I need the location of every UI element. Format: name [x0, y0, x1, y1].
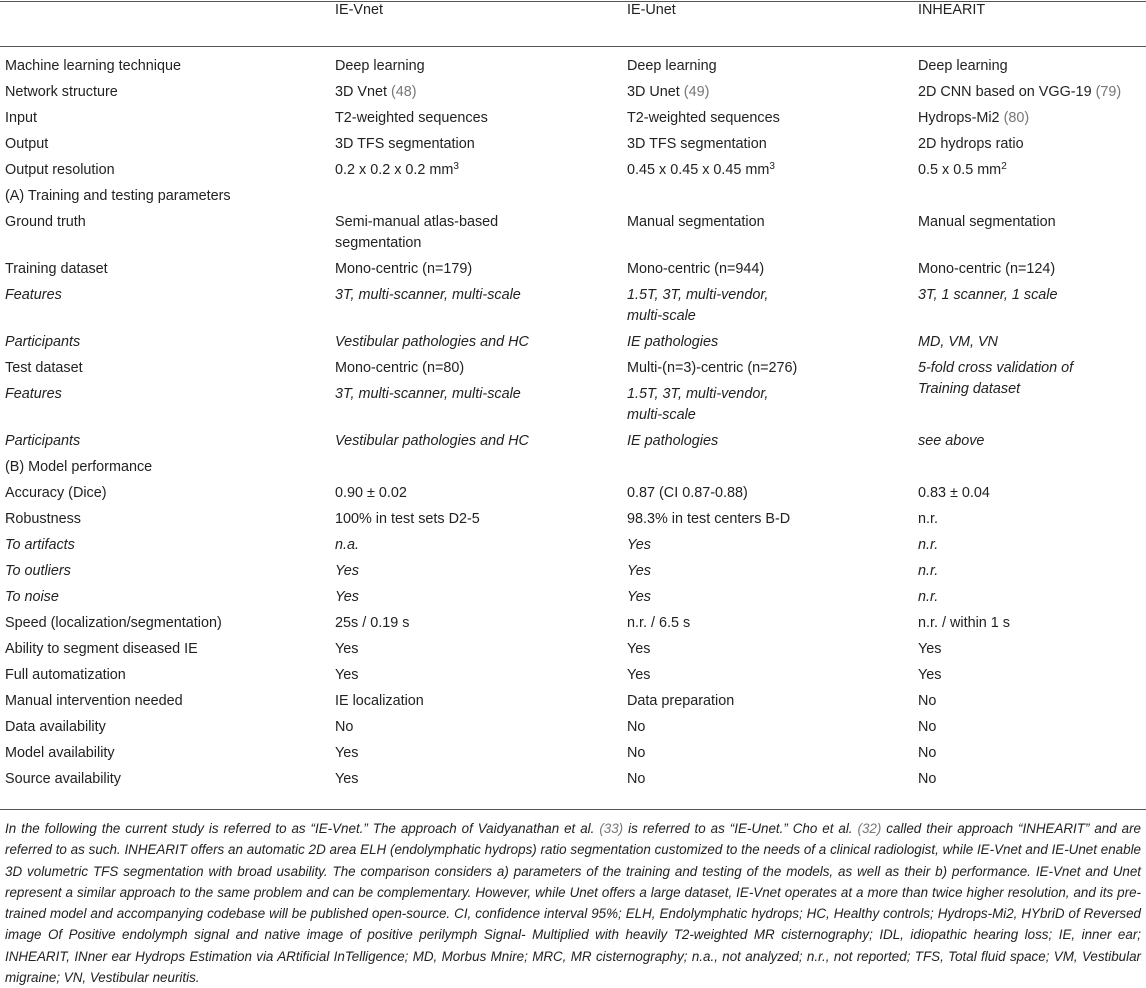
row-label: To artifacts: [5, 537, 75, 553]
cell-text-line1: Semi-manual atlas-based: [335, 214, 499, 230]
table-row: [0, 585, 1146, 611]
reference-link[interactable]: (32): [857, 821, 882, 836]
reference-link[interactable]: (79): [1095, 84, 1122, 100]
row-label: Speed (localization/segmentation): [5, 615, 222, 631]
cell-inhearit: 2D hydrops ratio: [918, 136, 1024, 152]
cell-text-line1: 1.5T, 3T, multi-vendor,: [627, 287, 769, 303]
table-row: [0, 356, 1146, 382]
table-row: [0, 611, 1146, 637]
row-label: Network structure: [5, 84, 118, 100]
cell-ie-unet: Mono-centric (n=944): [627, 261, 765, 277]
cell-inhearit: Yes: [918, 667, 942, 683]
cell-inhearit: n.r.: [918, 589, 939, 605]
header-ie-vnet: IE-Vnet: [335, 2, 383, 18]
cell-ie-unet: IE pathologies: [627, 433, 719, 449]
row-label: Test dataset: [5, 360, 83, 376]
table-row: [0, 210, 1146, 257]
section-row: [0, 455, 1146, 481]
table-row: [0, 330, 1146, 356]
table-row: [0, 106, 1146, 132]
cell-ie-unet: 98.3% in test centers B-D: [627, 511, 791, 527]
cell-ie-unet: T2-weighted sequences: [627, 110, 780, 126]
section-row: [0, 184, 1146, 210]
table-row: [0, 663, 1146, 689]
table-row: [0, 559, 1146, 585]
cell-inhearit: n.r. / within 1 s: [918, 615, 1010, 631]
cell-ie-unet: n.r. / 6.5 s: [627, 615, 691, 631]
cell-inhearit: n.r.: [918, 563, 939, 579]
table-row: [0, 46, 1146, 80]
cell-ie-vnet: 3T, multi-scanner, multi-scale: [335, 287, 521, 303]
cell-ie-vnet: Mono-centric (n=80): [335, 360, 465, 376]
cell-inhearit: Mono-centric (n=124): [918, 261, 1056, 277]
cell-inhearit: Deep learning: [918, 58, 1008, 74]
reference-link[interactable]: (49): [683, 84, 710, 100]
cell-ie-unet: [627, 158, 918, 184]
cell-inhearit: MD, VM, VN: [918, 334, 998, 350]
cell-ie-unet: Yes: [627, 589, 652, 605]
row-label: Source availability: [5, 771, 121, 787]
cell-ie-vnet: Yes: [335, 563, 360, 579]
table-row: [0, 637, 1146, 663]
cell-ie-vnet: T2-weighted sequences: [335, 110, 488, 126]
cell-ie-unet: Manual segmentation: [627, 214, 765, 230]
header-inhearit: INHEARIT: [918, 2, 986, 18]
row-label: Features: [5, 386, 62, 402]
cell-inhearit: [918, 106, 1146, 132]
superscript: 3: [769, 161, 775, 172]
cell-inhearit: No: [918, 771, 937, 787]
footnote-text: is referred to as “IE-Unet.” Cho et al.: [623, 821, 858, 836]
table-row: [0, 715, 1146, 741]
cell-inhearit: 3T, 1 scanner, 1 scale: [918, 287, 1058, 303]
table-row: [0, 283, 1146, 330]
cell-ie-vnet: Yes: [335, 771, 359, 787]
cell-inhearit: see above: [918, 433, 985, 449]
cell-ie-vnet: Deep learning: [335, 58, 425, 74]
cell-text-line2: segmentation: [335, 235, 422, 251]
table-row: [0, 689, 1146, 715]
cell-inhearit: [918, 158, 1146, 184]
row-label: Ability to segment diseased IE: [5, 641, 198, 657]
cell-ie-vnet: Yes: [335, 745, 359, 761]
cell-inhearit: 0.83 ± 0.04: [918, 485, 990, 501]
table-bottom-rule: [0, 809, 1146, 810]
table-row: [0, 257, 1146, 283]
cell-ie-unet: Yes: [627, 537, 652, 553]
row-label: Robustness: [5, 511, 81, 527]
cell-ie-vnet: Yes: [335, 641, 359, 657]
table-row: [0, 429, 1146, 455]
row-label: Accuracy (Dice): [5, 485, 107, 501]
header-blank: [0, 0, 335, 46]
cell-inhearit: No: [918, 693, 937, 709]
row-label: Features: [5, 287, 62, 303]
table-body: [0, 46, 1146, 793]
cell-ie-vnet: Vestibular pathologies and HC: [335, 334, 529, 350]
cell-inhearit: Yes: [918, 641, 942, 657]
row-label: Output resolution: [5, 162, 115, 178]
table-row: [0, 533, 1146, 559]
cell-inhearit: n.r.: [918, 511, 938, 527]
section-heading: (B) Model performance: [5, 459, 153, 475]
table-row: [0, 767, 1146, 793]
reference-link[interactable]: (33): [599, 821, 624, 836]
cell-ie-unet: 3D TFS segmentation: [627, 136, 767, 152]
cell-ie-vnet: 0.90 ± 0.02: [335, 485, 407, 501]
row-label: To noise: [5, 589, 59, 605]
row-label: Training dataset: [5, 261, 108, 277]
row-label: Participants: [5, 433, 81, 449]
table-header: [0, 0, 1146, 46]
table-row: [0, 741, 1146, 767]
row-label: Manual intervention needed: [5, 693, 183, 709]
cell-ie-vnet: [335, 210, 627, 257]
reference-link[interactable]: (80): [1003, 110, 1030, 126]
cell-ie-unet: Deep learning: [627, 58, 717, 74]
cell-ie-vnet: Yes: [335, 667, 359, 683]
cell-ie-unet: 0.87 (CI 0.87-0.88): [627, 485, 748, 501]
cell-text: 3D Vnet: [335, 84, 387, 100]
cell-ie-vnet: [335, 158, 627, 184]
cell-ie-vnet: n.a.: [335, 537, 360, 553]
cell-text-line1: 5-fold cross validation of: [918, 360, 1074, 376]
cell-text-line2: multi-scale: [627, 407, 696, 423]
cell-text: 3D Unet: [627, 84, 680, 100]
cell-text: 0.2 x 0.2 x 0.2 mm: [335, 162, 454, 178]
footnote-text: called their approach “INHEARIT” and are referred to as such. INHEARIT offers an automatic 2D area ELH (endolymphatic hydrops) ratio segmentation customized to the needs of a clinical radiologist, while IE-Vnet and IE-Unet enable 3D volumetric TFS segmentation with broad usability. The comparison considers a) parameters of the training and testing of the models, as well as their b) performance. IE-Vnet and Unet represent a similar approach to the same problem and can be complementary. However, while Unet offers a large dataset, IE-Vnet operates at a more than twice higher resolution, and its pre-trained model and accompanying codebase will be published open-source. CI, confidence interval 95%; ELH, Endolymphatic hydrops; HC, Healthy controls; Hydrops-Mi2, HYbriD of Reversed image Of Positive endolymph signal and native image of positive perilymph Signal- Multiplied with heavily T2-weighted MR cisternography; IDL, idiopathic hearing loss; IE, inner ear; INHEARIT, INner ear Hydrops Estimation via ARtificial InTelligence; MD, Morbus Mnire; MRC, MR cisternography; n.a., not analyzed; n.r., not reported; TFS, Total fluid space; VM, Vestibular migraine; VN, Vestibular neuritis.: [5, 821, 1141, 986]
cell-ie-vnet: Vestibular pathologies and HC: [335, 433, 529, 449]
row-label: Ground truth: [5, 214, 86, 230]
row-label: Participants: [5, 334, 81, 350]
cell-text: 0.5 x 0.5 mm: [918, 162, 1002, 178]
cell-ie-unet: IE pathologies: [627, 334, 719, 350]
cell-ie-unet: [627, 382, 918, 429]
cell-ie-vnet: 3D TFS segmentation: [335, 136, 475, 152]
cell-text-line2: Training dataset: [918, 381, 1021, 397]
cell-ie-vnet: Yes: [335, 589, 360, 605]
table-row: [0, 132, 1146, 158]
cell-ie-vnet: [335, 80, 627, 106]
cell-inhearit: [918, 356, 1146, 429]
cell-text-line1: 1.5T, 3T, multi-vendor,: [627, 386, 769, 402]
row-label: To outliers: [5, 563, 71, 579]
row-label: Model availability: [5, 745, 115, 761]
cell-text: 0.45 x 0.45 x 0.45 mm: [627, 162, 770, 178]
cell-ie-unet: No: [627, 745, 646, 761]
cell-ie-vnet: 100% in test sets D2-5: [335, 511, 480, 527]
cell-ie-unet: No: [627, 719, 646, 735]
cell-inhearit: Manual segmentation: [918, 214, 1056, 230]
cell-ie-vnet: No: [335, 719, 354, 735]
reference-link[interactable]: (48): [391, 84, 417, 100]
table-row: [0, 158, 1146, 184]
cell-inhearit: No: [918, 745, 937, 761]
cell-ie-unet: Yes: [627, 641, 651, 657]
section-heading: (A) Training and testing parameters: [5, 188, 231, 204]
superscript: 3: [453, 161, 459, 172]
cell-inhearit: n.r.: [918, 537, 939, 553]
row-label: Output: [5, 136, 49, 152]
row-label: Machine learning technique: [5, 58, 182, 74]
cell-ie-vnet: Mono-centric (n=179): [335, 261, 473, 277]
cell-ie-unet: [627, 80, 918, 106]
cell-text-line2: multi-scale: [627, 308, 696, 324]
row-label: Data availability: [5, 719, 106, 735]
cell-inhearit: No: [918, 719, 937, 735]
superscript: 2: [1001, 161, 1007, 172]
cell-ie-unet: Multi-(n=3)-centric (n=276): [627, 360, 798, 376]
cell-text: Hydrops-Mi2: [918, 110, 1000, 126]
table-row: [0, 481, 1146, 507]
cell-ie-unet: [627, 283, 918, 330]
header-ie-unet: IE-Unet: [627, 2, 676, 18]
table-row: [0, 507, 1146, 533]
row-label: Full automatization: [5, 667, 126, 683]
table-footnote: [5, 818, 1141, 988]
cell-ie-unet: Data preparation: [627, 693, 735, 709]
cell-ie-unet: No: [627, 771, 646, 787]
cell-ie-unet: Yes: [627, 667, 651, 683]
row-label: Input: [5, 110, 38, 126]
cell-ie-vnet: IE localization: [335, 693, 424, 709]
cell-inhearit: [918, 80, 1146, 106]
cell-ie-vnet: 25s / 0.19 s: [335, 615, 410, 631]
footnote-text: In the following the current study is referred to as “IE-Vnet.” The approach of Vaidyanathan et al.: [5, 821, 600, 836]
cell-text: 2D CNN based on VGG-19: [918, 84, 1092, 100]
cell-ie-unet: Yes: [627, 563, 652, 579]
table-row: [0, 80, 1146, 106]
cell-ie-vnet: 3T, multi-scanner, multi-scale: [335, 386, 521, 402]
